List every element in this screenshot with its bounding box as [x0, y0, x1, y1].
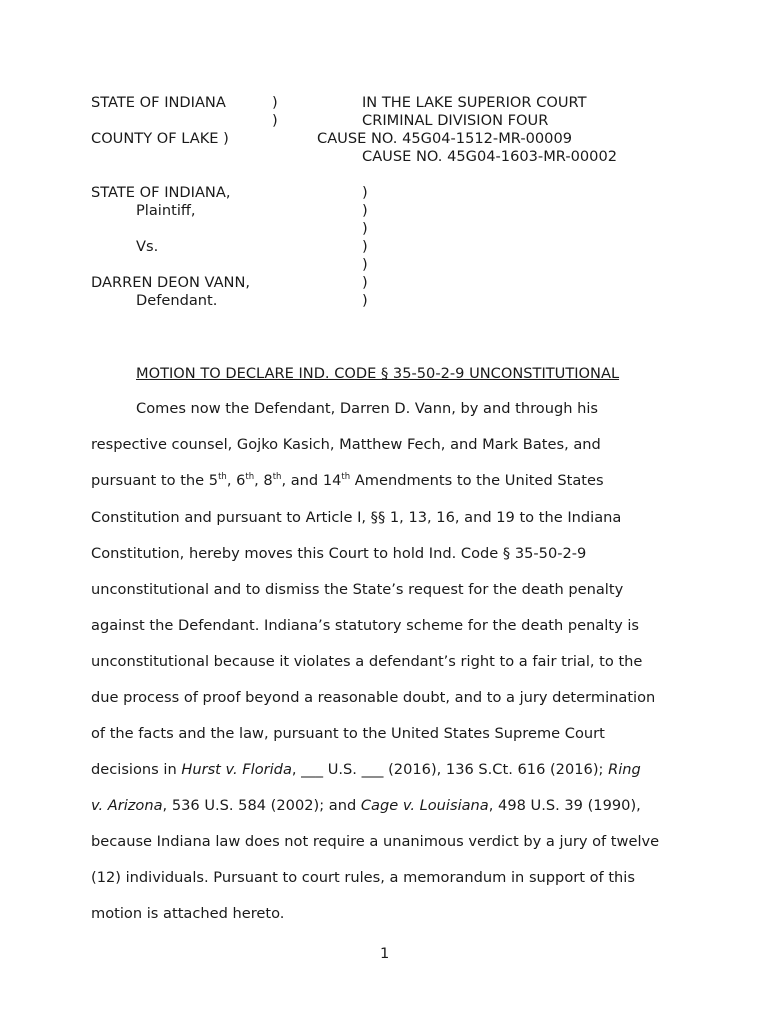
parties-paren: ) — [362, 274, 368, 291]
parties-paren: ) — [362, 184, 368, 201]
caption-paren: ) — [272, 94, 278, 111]
parties-paren: ) — [362, 202, 368, 219]
body-line: unconstitutional because it violates a defendant’s right to a fair trial, to the — [91, 653, 643, 670]
motion-title: MOTION TO DECLARE IND. CODE § 35-50-2-9 UNCONSTITUTIONAL — [136, 365, 620, 382]
court-division: CRIMINAL DIVISION FOUR — [362, 112, 549, 129]
caption-paren: ) — [272, 112, 278, 129]
court-name: IN THE LAKE SUPERIOR COURT — [362, 94, 587, 111]
defendant-role: Defendant. — [136, 292, 218, 309]
body-line: motion is attached hereto. — [91, 905, 285, 922]
cause-number: CAUSE NO. 45G04-1603-MR-00002 — [362, 148, 618, 165]
case-citation: v. Arizona — [91, 797, 163, 814]
body-line: Constitution, hereby moves this Court to hold Ind. Code § 35-50-2-9 — [91, 545, 587, 562]
body-line: because Indiana law does not require a unanimous verdict by a jury of twelve — [91, 833, 660, 850]
parties-paren: ) — [362, 256, 368, 273]
body-line: v. Arizona, 536 U.S. 584 (2002); and Cage v. Louisiana, 498 U.S. 39 (1990), — [91, 797, 641, 814]
cause-number: CAUSE NO. 45G04-1512-MR-00009 — [317, 130, 573, 147]
case-citation: Cage v. Louisiana — [360, 797, 489, 814]
county-label: COUNTY OF LAKE ) — [91, 130, 229, 147]
body-line: (12) individuals. Pursuant to court rules, a memorandum in support of this — [91, 869, 635, 886]
body-line: against the Defendant. Indiana’s statutory scheme for the death penalty is — [91, 617, 640, 634]
case-citation: Ring — [608, 761, 641, 778]
body-line: Comes now the Defendant, Darren D. Vann, by and through his — [136, 400, 599, 417]
body-line: unconstitutional and to dismiss the State’s request for the death penalty — [91, 581, 624, 598]
parties-paren: ) — [362, 238, 368, 255]
body-line: decisions in Hurst v. Florida, ___ U.S. ___ (2016), 136 S.Ct. 616 (2016); Ring — [91, 761, 641, 778]
plaintiff-name: STATE OF INDIANA, — [91, 184, 231, 201]
body-line: pursuant to the 5th, 6th, 8th, and 14th Amendments to the United States — [91, 472, 604, 489]
state-label: STATE OF INDIANA — [91, 94, 226, 111]
page-number: 1 — [380, 945, 390, 962]
body-line: respective counsel, Gojko Kasich, Matthew Fech, and Mark Bates, and — [91, 436, 601, 453]
parties-paren: ) — [362, 220, 368, 237]
parties-paren: ) — [362, 292, 368, 309]
body-line: Constitution and pursuant to Article I, §§ 1, 13, 16, and 19 to the Indiana — [91, 509, 622, 526]
plaintiff-role: Plaintiff, — [136, 202, 196, 219]
defendant-name: DARREN DEON VANN, — [91, 274, 251, 291]
body-line: of the facts and the law, pursuant to the United States Supreme Court — [91, 725, 605, 742]
body-line: due process of proof beyond a reasonable doubt, and to a jury determination — [91, 689, 656, 706]
case-citation: Hurst v. Florida — [181, 761, 292, 778]
versus-label: Vs. — [136, 238, 159, 255]
